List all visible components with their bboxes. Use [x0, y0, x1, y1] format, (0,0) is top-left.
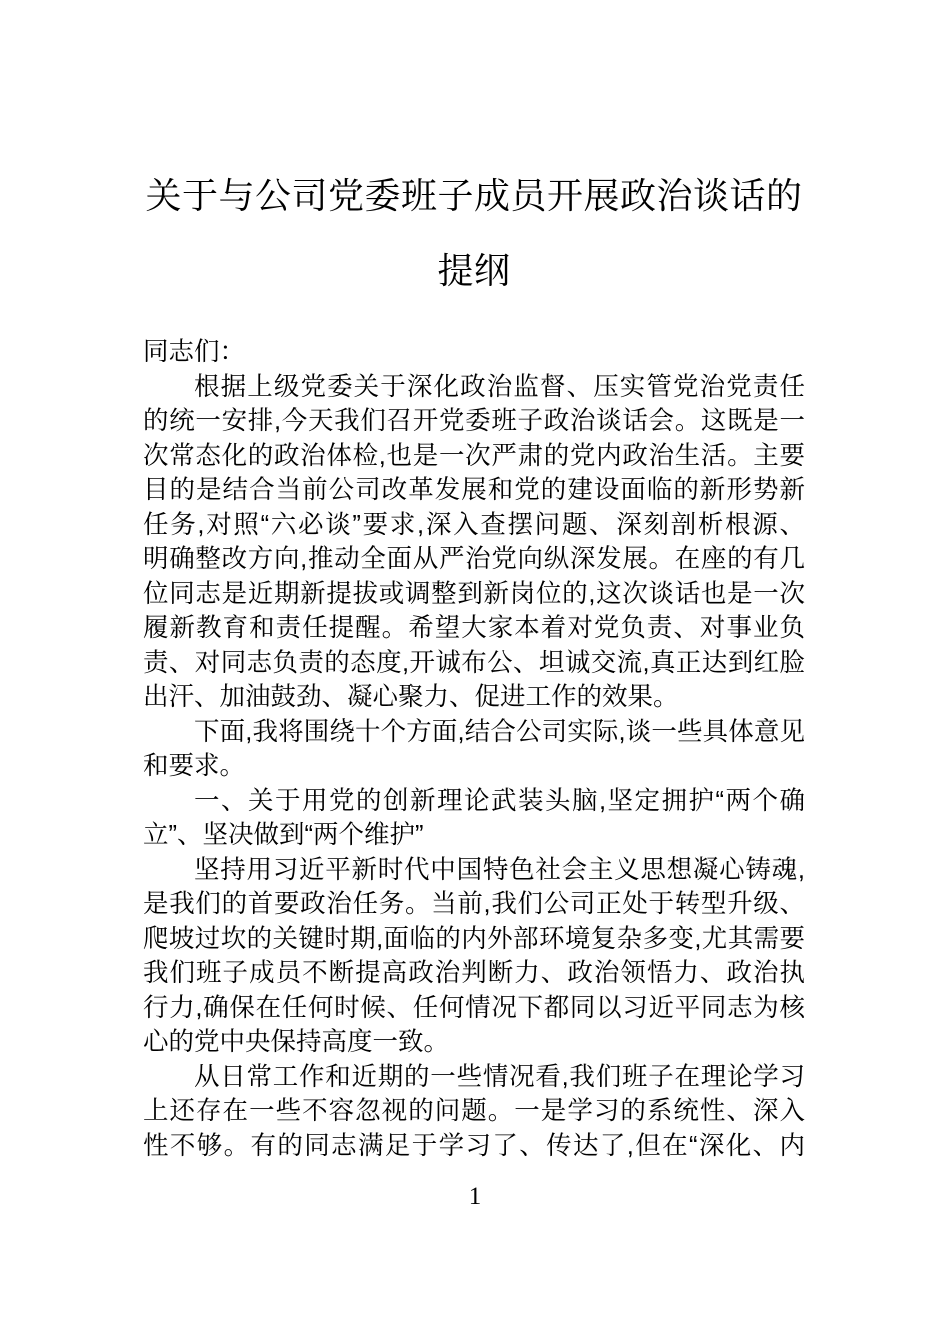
body-line: 位同志是近期新提拔或调整到新岗位的,这次谈话也是一次: [143, 579, 805, 608]
body-line: 我们班子成员不断提高政治判断力、政治领悟力、政治执: [143, 959, 805, 987]
body-line: 坚持用习近平新时代中国特色社会主义思想凝心铸魂,: [194, 855, 805, 884]
body-line: 从日常工作和近期的一些情况看,我们班子在理论学习: [194, 1062, 805, 1091]
body-line: 明确整改方向,推动全面从严治党向纵深发展。在座的有几: [143, 545, 805, 573]
body-line: 根据上级党委关于深化政治监督、压实管党治党责任: [194, 372, 805, 401]
body-line: 和要求。: [143, 752, 246, 780]
body-line: 目的是结合当前公司改革发展和党的建设面临的新形势新: [143, 476, 805, 504]
body-line: 责、对同志负责的态度,开诚布公、坦诚交流,真正达到红脸: [143, 648, 805, 677]
body-line: 出汗、加油鼓劲、凝心聚力、促进工作的效果。: [143, 683, 679, 711]
title-line-2: 提纲: [437, 250, 511, 291]
body-line: 履新教育和责任提醒。希望大家本着对党负责、对事业负: [143, 614, 805, 642]
body-line: 次常态化的政治体检,也是一次严肃的党内政治生活。主要: [143, 441, 805, 470]
page-number: 1: [468, 1183, 482, 1210]
body-line: 一、关于用党的创新理论武装头脑,坚定拥护“两个确: [194, 786, 805, 815]
title-line-1: 关于与公司党委班子成员开展政治谈话的: [145, 175, 803, 216]
body-line: 性不够。有的同志满足于学习了、传达了,但在“深化、内: [143, 1131, 805, 1160]
body-line: 的统一安排,今天我们召开党委班子政治谈话会。这既是一: [143, 407, 805, 435]
body-line: 行力,确保在任何时候、任何情况下都同以习近平同志为核: [143, 993, 805, 1022]
body-line: 是我们的首要政治任务。当前,我们公司正处于转型升级、: [143, 890, 805, 918]
body-line: 同志们：: [143, 338, 246, 366]
document-title: [143, 158, 805, 308]
body-line: 心的党中央保持高度一致。: [143, 1028, 450, 1056]
body-line: 上还存在一些不容忽视的问题。一是学习的系统性、深入: [143, 1097, 805, 1125]
document-body: [143, 335, 805, 1163]
body-line: 爬坡过坎的关键时期,面临的内外部环境复杂多变,尤其需要: [143, 924, 805, 953]
body-line: 立”、坚决做到“两个维护”: [143, 821, 424, 849]
body-line: 下面,我将围绕十个方面,结合公司实际,谈一些具体意见: [194, 717, 805, 746]
body-line: 任务,对照“六必谈”要求,深入查摆问题、深刻剖析根源、: [143, 510, 805, 539]
